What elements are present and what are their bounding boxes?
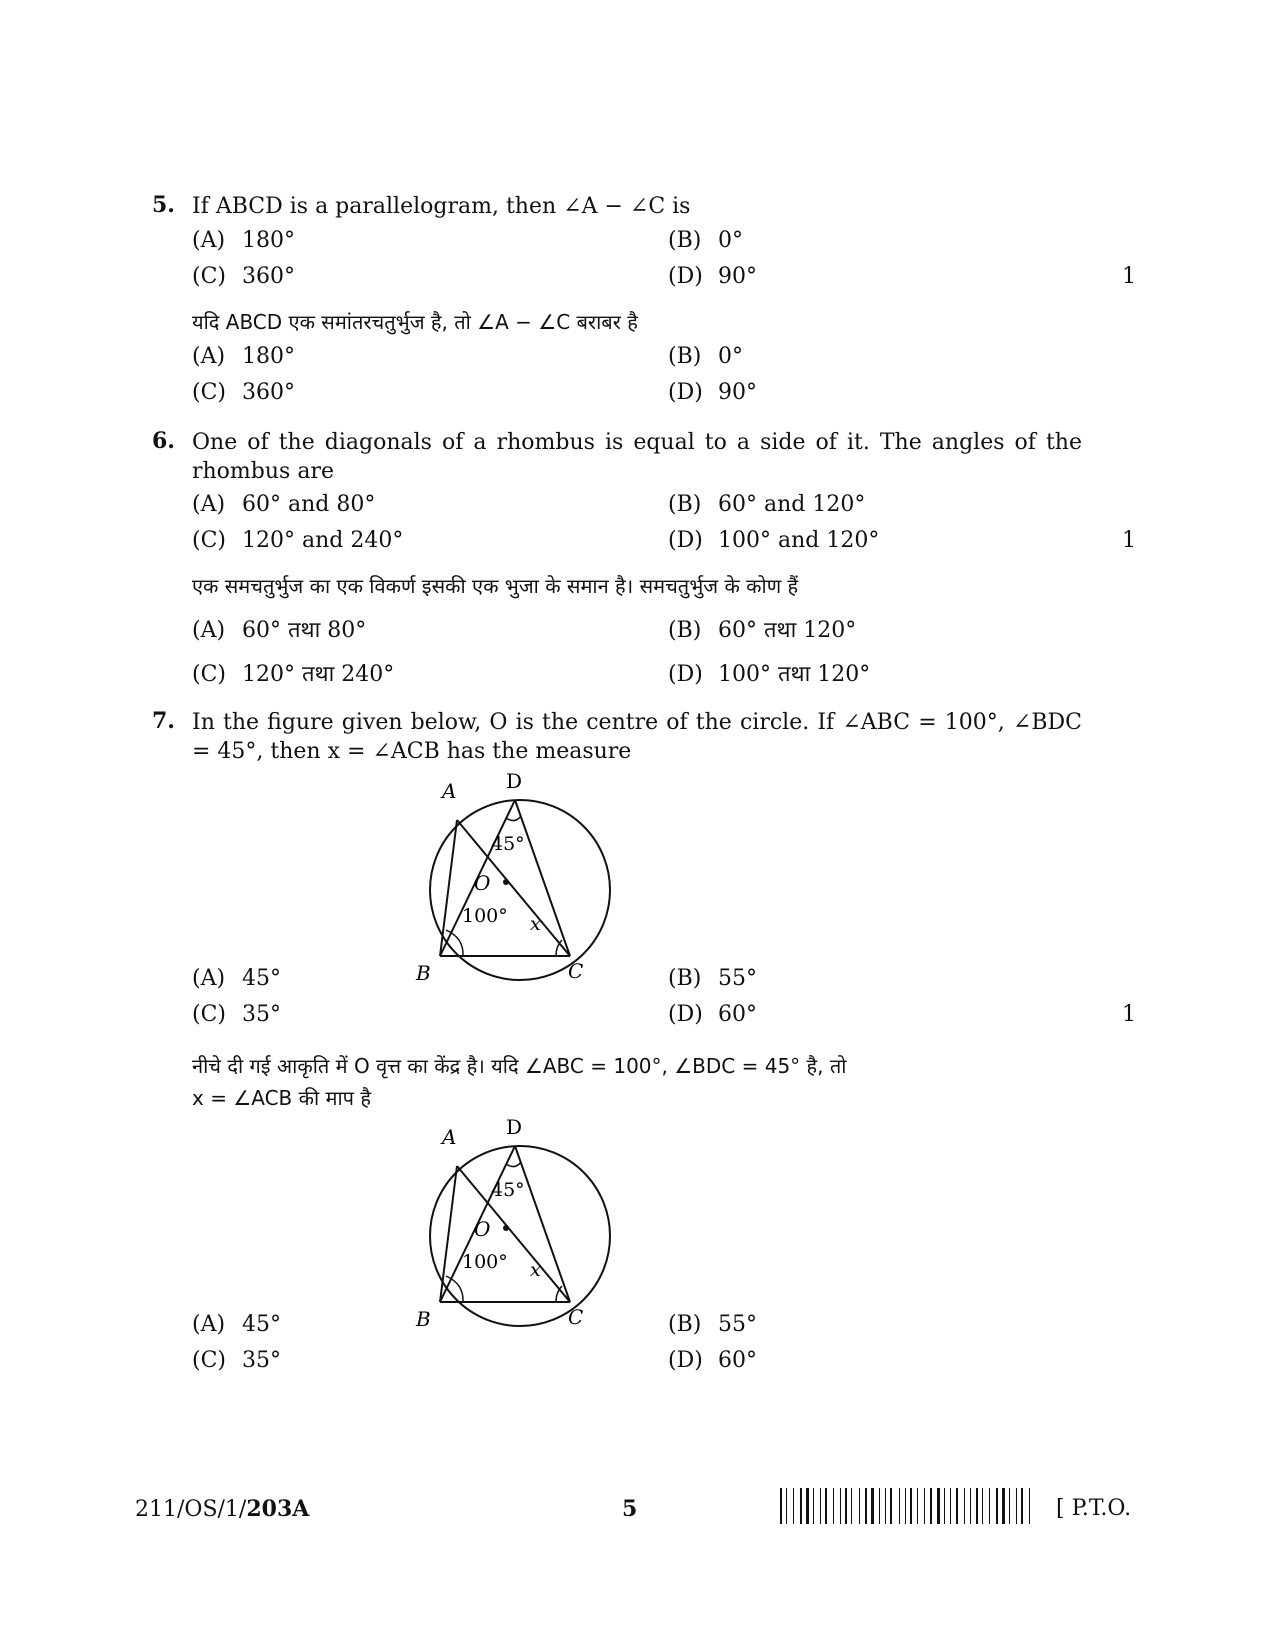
barcode-bar (917, 1488, 918, 1524)
barcode-bar (845, 1488, 847, 1524)
barcode-bar (833, 1488, 834, 1524)
question-text-english: If ABCD is a parallelogram, then ∠A − ∠C is (192, 194, 691, 219)
question-number: 6. (152, 428, 175, 454)
option-d-hi: (D) 90° (668, 380, 757, 405)
option-c-hi: (C) 360° (192, 380, 295, 405)
page-number: 5 (622, 1496, 638, 1522)
barcode-bar (996, 1488, 998, 1524)
barcode-bar (899, 1488, 900, 1524)
paper-code: 211/OS/1/203A (135, 1496, 310, 1522)
barcode-bar (950, 1488, 951, 1524)
option-d-en: (D) 60° (668, 1002, 757, 1027)
circle-figure-hindi (416, 1115, 620, 1346)
option-c-hi: (C) 35° (192, 1348, 281, 1373)
barcode-bar (813, 1488, 814, 1524)
option-d-hi: (D) 60° (668, 1348, 757, 1373)
barcode-bar (840, 1488, 841, 1524)
barcode-bar (1009, 1488, 1010, 1524)
barcode-bar (970, 1488, 971, 1524)
option-a-en: (A) 60° and 80° (192, 492, 376, 517)
option-d-en: (D) 90° (668, 264, 757, 289)
label-c: C (568, 959, 584, 983)
barcode-bar (820, 1488, 821, 1524)
barcode-bar (800, 1488, 802, 1524)
barcode-bar (944, 1488, 945, 1524)
option-b-en: (B) 0° (668, 228, 743, 253)
option-b-en: (B) 60° and 120° (668, 492, 866, 517)
barcode-bar (879, 1488, 880, 1524)
barcode-bar (982, 1488, 983, 1524)
barcode-bar (871, 1488, 874, 1524)
option-a-en: (A) 45° (192, 966, 281, 991)
circle-figure-english (416, 769, 620, 1000)
label-o: O (474, 1217, 491, 1241)
label-d: D (506, 769, 523, 793)
barcode-bar (786, 1488, 787, 1524)
barcode-bar (859, 1488, 860, 1524)
angle-arc-d (506, 1162, 521, 1167)
barcode-bar (780, 1488, 782, 1524)
barcode-bar (924, 1488, 925, 1524)
label-b: B (416, 1307, 431, 1331)
barcode-bar (976, 1488, 978, 1524)
question-text-english: One of the diagonals of a rhombus is equal to a side of it. The angles of the rhombus are (192, 430, 1082, 484)
angle-label-b: 100° (462, 1251, 508, 1273)
question-number: 5. (152, 192, 175, 218)
barcode-bar (905, 1488, 906, 1524)
centre-dot (503, 1225, 509, 1231)
option-c-en: (C) 360° (192, 264, 295, 289)
label-d: D (506, 1115, 523, 1139)
barcode-bar (964, 1488, 965, 1524)
angle-label-b: 100° (462, 905, 508, 927)
option-a-hi: (A) 60° तथा 80° (192, 618, 367, 643)
label-o: O (474, 871, 491, 895)
centre-dot (503, 879, 509, 885)
label-b: B (416, 961, 431, 985)
barcode-bar (806, 1488, 809, 1524)
angle-label-d: 45° (491, 833, 525, 855)
segment-dc (515, 1146, 570, 1302)
angle-label-d: 45° (491, 1179, 525, 1201)
marks: 1 (1122, 1002, 1136, 1027)
segment-dc (515, 800, 570, 956)
option-c-en: (C) 35° (192, 1002, 281, 1027)
angle-label-c: x (530, 1259, 541, 1281)
option-c-hi: (C) 120° तथा 240° (192, 662, 395, 687)
angle-label-c: x (530, 913, 541, 935)
option-d-en: (D) 100° and 120° (668, 528, 880, 553)
angle-arc-d (506, 816, 521, 821)
barcode-bar (989, 1488, 990, 1524)
question-text-english: In the figure given below, O is the centre of the circle. If ∠ABC = 100°, ∠BDC = 45°, then x = ∠ACB has the measure (192, 710, 1082, 764)
marks: 1 (1122, 528, 1136, 553)
barcode-image (780, 1488, 1038, 1524)
option-a-en: (A) 180° (192, 228, 295, 253)
barcode-bar (1029, 1488, 1030, 1524)
barcode-bar (937, 1488, 940, 1524)
option-b-en: (B) 55° (668, 966, 757, 991)
marks: 1 (1122, 264, 1136, 289)
barcode-bar (851, 1488, 852, 1524)
barcode-bar (956, 1488, 958, 1524)
label-a: A (442, 1125, 457, 1149)
label-a: A (442, 779, 457, 803)
option-b-hi: (B) 60° तथा 120° (668, 618, 857, 643)
barcode-bar (1016, 1488, 1017, 1524)
pto-label: [ P.T.O. (1056, 1496, 1132, 1521)
barcode-bar (1002, 1488, 1005, 1524)
option-a-hi: (A) 180° (192, 344, 295, 369)
barcode-bar (825, 1488, 827, 1524)
barcode-bar (885, 1488, 886, 1524)
barcode-bar (1021, 1488, 1023, 1524)
option-d-hi: (D) 100° तथा 120° (668, 662, 871, 687)
question-text-hindi-line-2: x = ∠ACB की माप है (192, 1086, 371, 1110)
question-text-hindi: एक समचतुर्भुज का एक विकर्ण इसकी एक भुजा के समान है। समचतुर्भुज के कोण हैं (192, 574, 799, 598)
barcode-bar (930, 1488, 932, 1524)
barcode-bar (865, 1488, 867, 1524)
option-a-hi: (A) 45° (192, 1312, 281, 1337)
label-c: C (568, 1305, 584, 1329)
question-text-hindi: यदि ABCD एक समांतरचतुर्भुज है, तो ∠A − ∠C बराबर है (192, 310, 638, 334)
barcode-bar (793, 1488, 794, 1524)
barcode-bar (890, 1488, 892, 1524)
option-c-en: (C) 120° and 240° (192, 528, 404, 553)
barcode-bar (910, 1488, 912, 1524)
option-b-hi: (B) 55° (668, 1312, 757, 1337)
question-text-hindi-line-1: नीचे दी गई आकृति में O वृत्त का केंद्र है। यदि ∠ABC = 100°, ∠BDC = 45° है, तो (192, 1054, 847, 1078)
option-b-hi: (B) 0° (668, 344, 743, 369)
question-number: 7. (152, 708, 175, 734)
